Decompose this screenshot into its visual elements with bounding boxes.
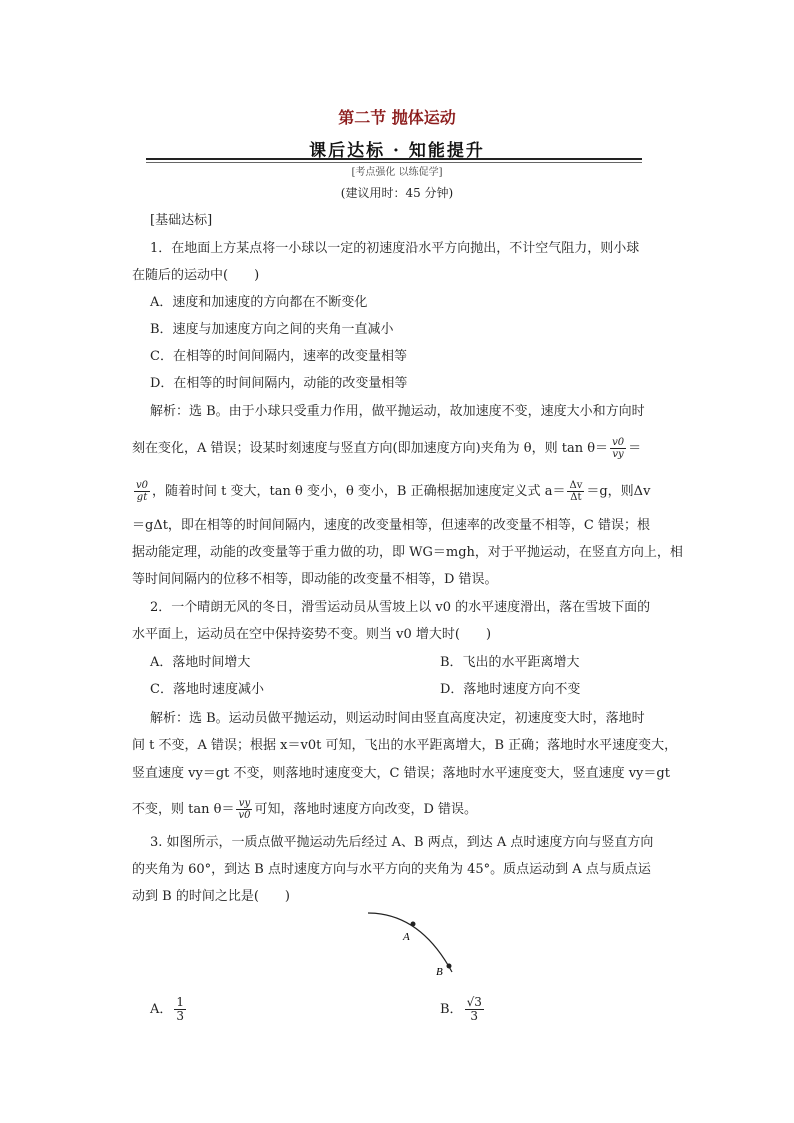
q2-solution-line4: 不变，则 tan θ＝ $\frac{vy}{v0}$ 可知，落地时速度方向改变，D 错误。 [132, 798, 478, 821]
q2-option-c: C．落地时速度减小 [150, 682, 264, 697]
trajectory-diagram [360, 905, 470, 985]
trajectory-curve [368, 913, 452, 972]
q1-option-c: C．在相等的时间间隔内，速率的改变量相等 [150, 349, 407, 364]
q1-option-a: A．速度和加速度的方向都在不断变化 [150, 295, 368, 310]
point-b-dot [447, 964, 452, 969]
q1-fraction-v0-gt: $\frac{v0}{gt}$ [136, 480, 149, 503]
q1-solution-line2-text: 刻在变化，A 错误；设某时刻速度与竖直方向(即加速度方向)夹角为 θ，则 tan θ＝ [132, 441, 609, 456]
q1-solution-line3: $\frac{v0}{gt}$ ，随着时间 t 变大，tan θ 变小，θ 变小，B 正确根据加速度定义式 a＝ $\frac{\Delta v}{\Delta t}$ ＝g，则Δv [136, 480, 651, 503]
q1-solution-line1: 解析：选 B。由于小球只受重力作用，做平抛运动，故加速度不变，速度大小和方向时 [150, 404, 645, 419]
q3-stem-line2: 的夹角为 60°，到达 B 点时速度方向与水平方向的夹角为 45°。质点运动到 A 点与质点运 [132, 862, 651, 877]
q2-solution-line3: 竖直速度 vy＝gt 不变，则落地时速度变大，C 错误；落地时水平速度变大，竖直速度 vy＝gt [132, 766, 670, 781]
page-subtitle: 课后达标 · 知能提升 [309, 141, 485, 161]
q1-fraction-v0-vy: $\frac{v0}{vy}$ [612, 437, 625, 460]
header-rule [146, 158, 642, 160]
suggested-time: (建议用时：45 分钟) [340, 186, 454, 200]
q1-option-b: B．速度与加速度方向之间的夹角一直减小 [150, 322, 394, 337]
q2-option-b: B．飞出的水平距离增大 [440, 655, 580, 670]
q3-option-a: A． $\frac{1}{3}$ [150, 995, 185, 1023]
q1-solution-line4: ＝gΔt，即在相等的时间间隔内，速度的改变量相等，但速率的改变量不相等，C 错误；根 [132, 518, 651, 533]
q3-option-b-fraction: $\frac{√3}{3}$ [466, 995, 482, 1023]
point-a-label: A [403, 931, 410, 943]
q1-solution-line2: 刻在变化，A 错误；设某时刻速度与竖直方向(即加速度方向)夹角为 θ，则 tan θ＝ $\frac{v0}{vy}$ ＝ [132, 437, 642, 460]
q1-stem-line2: 在随后的运动中( ) [132, 268, 260, 283]
q1-fraction-dv-dt: $\frac{\Delta v}{\Delta t}$ [569, 480, 583, 503]
q1-solution-line5: 据动能定理，动能的改变量等于重力做的功，即 WG＝mgh，对于平抛运动，在竖直方向上，相 [132, 545, 683, 560]
page-title: 第二节 抛体运动 [338, 108, 456, 127]
q2-option-a: A．落地时间增大 [150, 655, 251, 670]
q1-stem-line1: 1．在地面上方某点将一小球以一定的初速度沿水平方向抛出，不计空气阻力，则小球 [150, 241, 640, 256]
q3-option-a-fraction: $\frac{1}{3}$ [176, 995, 185, 1023]
q3-option-b: B． $\frac{√3}{3}$ [440, 995, 482, 1023]
q1-option-d: D．在相等的时间间隔内，动能的改变量相等 [150, 376, 408, 391]
q2-fraction-vy-v0: $\frac{vy}{v0}$ [238, 798, 251, 821]
q3-stem-line1: 3. 如图所示，一质点做平抛运动先后经过 A、B 两点，到达 A 点时速度方向与竖直方向 [150, 835, 654, 850]
tagline: [考点强化 以练促学] [351, 167, 443, 178]
q2-stem-line2: 水平面上，运动员在空中保持姿势不变。则当 v0 增大时( ) [132, 627, 492, 642]
section-label: [基础达标] [150, 213, 213, 228]
q3-stem-line3: 动到 B 的时间之比是( ) [132, 889, 290, 904]
q2-stem-line1: 2．一个晴朗无风的冬日，滑雪运动员从雪坡上以 v0 的水平速度滑出，落在雪坡下面的 [150, 600, 651, 615]
q2-option-d: D．落地时速度方向不变 [440, 682, 581, 697]
point-b-label: B [436, 966, 443, 978]
q2-solution-line2: 间 t 不变，A 错误；根据 x＝v0t 可知，飞出的水平距离增大，B 正确；落地时水平速度变大， [132, 738, 678, 753]
point-a-dot [411, 922, 416, 927]
q2-solution-line1: 解析：选 B。运动员做平抛运动，则运动时间由竖直高度决定，初速度变大时，落地时 [150, 711, 645, 726]
q1-solution-line6: 等时间间隔内的位移不相等，即动能的改变量不相等，D 错误。 [132, 572, 498, 587]
